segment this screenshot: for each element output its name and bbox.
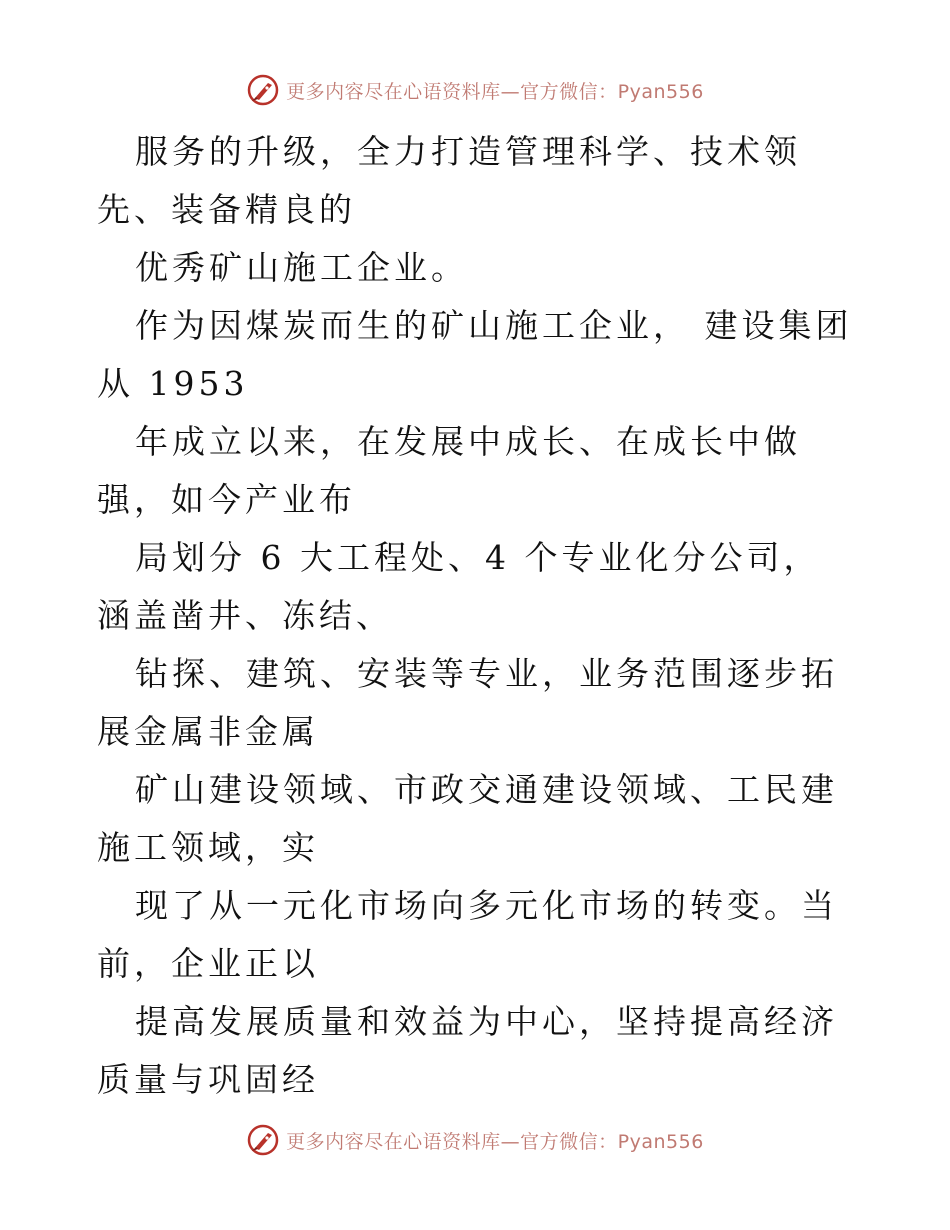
footer-banner: [0, 1120, 950, 1160]
pen-nib-logo-icon: [246, 73, 280, 107]
paragraph-line-2: 优秀矿山施工企业。: [135, 248, 468, 287]
document-body: [97, 123, 857, 1109]
paragraph-line-6: 钻探、建筑、安装等专业，业务范围逐步拓展金属非金属: [97, 654, 838, 751]
header-banner: [0, 70, 950, 110]
paragraph-line-7: 矿山建设领域、市政交通建设领域、工民建施工领域，实: [97, 770, 838, 867]
paragraph-line-1: 服务的升级，全力打造管理科学、技术领先、装备精良的: [97, 132, 801, 229]
pen-nib-logo-icon: [246, 1123, 280, 1157]
paragraph-line-4: 年成立以来，在发展中成长、在成长中做强，如今产业布: [97, 422, 801, 519]
paragraph-line-3: 作为因煤炭而生的矿山施工企业， 建设集团从 1953: [97, 306, 853, 403]
paragraph-line-8: 现了从一元化市场向多元化市场的转变。当前，企业正以: [97, 886, 838, 983]
paragraph-line-9: 提高发展质量和效益为中心，坚持提高经济质量与巩固经: [97, 1002, 838, 1099]
paragraph-line-5: 局划分 6 大工程处、4 个专业化分公司，涵盖凿井、冻结、: [97, 538, 821, 635]
banner-text: 更多内容尽在心语资料库—官方微信：Pyan556: [286, 80, 704, 103]
banner-text: 更多内容尽在心语资料库—官方微信：Pyan556: [286, 1130, 704, 1153]
